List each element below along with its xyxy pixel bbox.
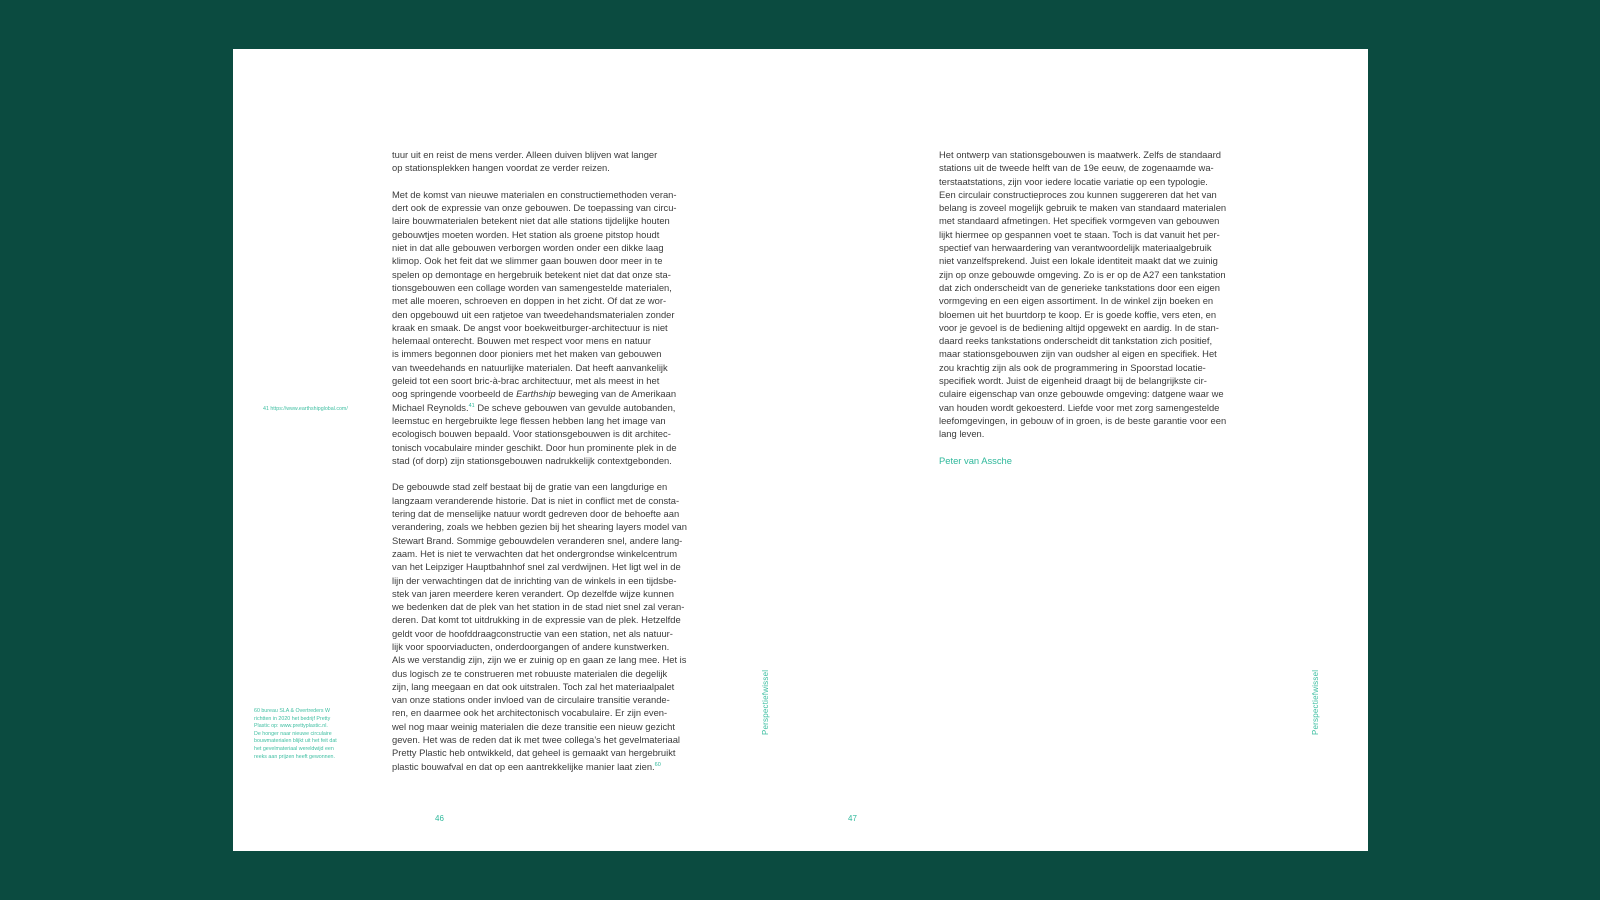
footnote-ref-60: 60 (654, 761, 661, 768)
footnote-ref-41: 41 (468, 402, 475, 409)
page-number: 46 (435, 814, 444, 823)
italic-term: Earthship (516, 388, 556, 400)
paragraph: Het ontwerp van stationsgebouwen is maatwerk. Zelfs de standaard stations uit de tweede helft van de 19e eeuw, de zogenaamde wa- terstaatstations, zijn voor iedere locatie variatie op een typologie. Een circulair constructieproces zou kunnen suggereren dat het van belang is zoveel mogelijk gebruik te maken van standaard materialen met standaard afmetingen. Het specifiek vormgeven van gebouwen lijkt hiermee op gespannen voet te staan. Toch is dat vanuit het per- spectief van herwaardering van verantwoordelijk materiaalgebruik niet vanzelfsprekend. Juist een lokale identiteit maakt dat we zuinig zijn op onze gebouwde omgeving. Zo is er op de A27 een tankstation dat zich onderscheidt van de generieke tankstations door een eigen vormgeving en een eigen assortiment. In de winkel zijn boeken en bloemen uit het buurtdorp te koop. Er is goede koffie, vers eten, en voor je gevoel is de bediening altijd opgewekt en aardig. In de stan- daard reeks tankstations onderscheidt dit tankstation zich positief, maar stationsgebouwen zijn van oudsher al eigen en specifiek. Het zou krachtig zijn als ook de programmering in Spoorstad locatie- specifiek wordt. Juist de eigenheid draagt bij de belangrijkste cir- culaire eigenschap van onze gebouwde omgeving: datgene waar we van houden wordt gekoesterd. Liefde voor met zorg samengestelde leefomgevingen, in gebouw of in groen, is de beste garantie voor een lang leven. (939, 149, 1227, 440)
sidenote-41: 41 https://www.earthshipglobal.com/ (263, 406, 348, 412)
text-run: Met de komst van nieuwe materialen en constructiemethoden veran- dert ook de expressie van onze gebouwen. De toepassing van circu- laire bouwmaterialen betekent niet dat alle stations tijdelijke houten gebouwtjes moeten worden. Het station als groene pitstop houdt niet in dat alle gebouwen verborgen worden onder een dikke laag klimop. Ook het feit dat we slimmer gaan bouwen door meer in te spelen op demontage en hergebruik betekent niet dat dat onze sta- tionsgebouwen een collage worden van samengestelde materialen, met alle moeren, schroeven en doppen in het zicht. Of dat ze wor- den opgebouwd uit een ratjetoe van tweedehandsmaterialen zonder kraak en smaak. De angst voor boekweitburger-architectuur is niet helemaal onterecht. Bouwen met respect voor mens en natuur is immers begonnen door pioniers met het maken van gebouwen van tweedehands en natuurlijke materialen. Dat heeft aanvankelijk geleid tot een soort bric-à-brac architectuur, met als meest in het oog springende voorbeeld de (392, 188, 677, 400)
author-name: Peter van Assche (939, 454, 1012, 466)
left-page (233, 49, 800, 851)
book-spread (233, 49, 1368, 851)
sidenote-60: 60 bureau SLA & Overtreders W richtten in 2020 het bedrijf Pretty Plastic op: www.prettyplastic.nl. De honger naar nieuwe circulaire bouwmaterialen blijkt uit het feit dat het gevelmateriaal wereldwijd een reeks aan prijzen heeft gewonnen. (254, 708, 337, 760)
right-page (801, 49, 1368, 851)
paragraph (392, 480, 732, 773)
running-head: Perspectiefwissel (761, 669, 770, 735)
paragraph: tuur uit en reist de mens verder. Alleen duiven blijven wat langer op stationsplekken hangen voordat ze verder reizen. (392, 149, 658, 174)
paragraph (392, 188, 732, 467)
text-run: beweging van de Amerikaan Michael Reynolds. (392, 388, 677, 413)
page-number: 47 (848, 814, 857, 823)
text-run: De scheve gebouwen van gevulde autobanden, leemstuc en hergebruikte lege flessen hebben lang het image van ecologisch bouwen bepaald. Voor stationsgebouwen is dit architec- tonisch vocabulaire minder geschikt. Door hun prominente plek in de stad (of dorp) zijn stationsgebouwen nadrukkelijk contextgebonden. (392, 401, 677, 466)
running-head: Perspectiefwissel (1311, 669, 1320, 735)
right-body-text (939, 148, 1279, 467)
text-run: De gebouwde stad zelf bestaat bij de gratie van een langdurige en langzaam veranderende historie. Dat is niet in conflict met de consta- tering dat de menselijke natuur wordt gedreven door de behoefte aan verandering, zoals we hebben gezien bij het shearing layers model van Stewart Brand. Sommige gebouwdelen veranderen snel, andere lang- zaam. Het is niet te verwachten dat het ondergrondse winkelcentrum van het Leipziger Hauptbahnhof snel zal verdwijnen. Het ligt wel in de lijn der verwachtingen dat de inrichting van de winkels in een tijdsbe- stek van jaren meerdere keren verandert. Op dezelfde wijze kunnen we bedenken dat de plek van het station in de stad niet snel zal veran- deren. Dat komt tot uitdrukking in de expressie van de plek. Hetzelfde geldt voor de hoofddraagconstructie van een station, net als natuur- lijk voor spoorviaducten, onderdoorgangen of andere kunstwerken. Als we verstandig zijn, zijn we er zuinig op en gaan ze lang mee. Het is dus logisch ze te construeren met robuuste materialen die degelijk zijn, lang meegaan en dat ook uitstralen. Toch zal het materiaalpalet van onze stations onder invloed van de circulaire transitie verande- ren, en daarmee ook het architectonisch vocabulaire. Er zijn even- wel nog maar weinig materialen die deze transitie een nieuw gezicht geven. Het was de reden dat ik met twee collega’s het gevelmateriaal Pretty Plastic heb ontwikkeld, dat geheel is gemaakt van hergebruikt plastic bouwafval en dat op een aantrekkelijke manier laat zien. (392, 481, 687, 772)
left-body-text (392, 148, 732, 773)
